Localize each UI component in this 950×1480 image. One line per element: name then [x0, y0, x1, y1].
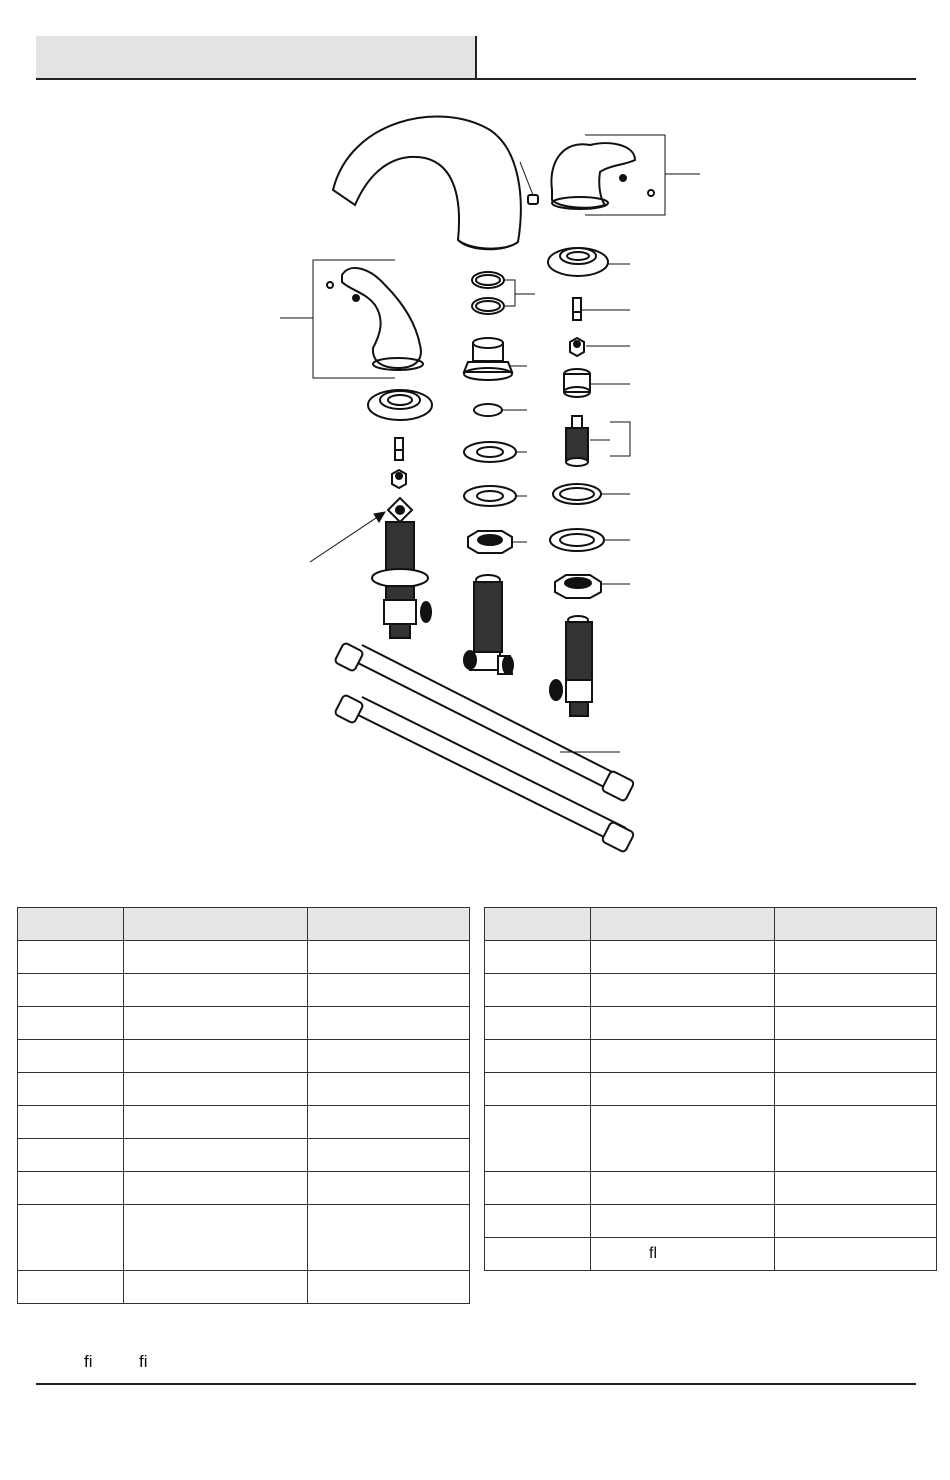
- right-escutcheon-part: [548, 248, 630, 276]
- right-cartridge-part: [566, 416, 630, 466]
- table-row: [485, 1073, 937, 1106]
- left-small-nut-part: [392, 470, 406, 488]
- center-nut-part: [468, 531, 527, 553]
- table-header-row: [485, 908, 937, 941]
- parts-table-right: [484, 907, 937, 1271]
- table-row: [18, 1007, 470, 1040]
- table-row: [18, 1040, 470, 1073]
- table-row: [485, 1040, 937, 1073]
- table-row: [485, 1238, 937, 1271]
- set-screw-part: [520, 162, 538, 204]
- right-valve-body-part: [550, 616, 592, 716]
- table-row: [18, 1205, 470, 1271]
- table-row: [18, 1073, 470, 1106]
- right-washers-part: [550, 484, 630, 551]
- footer-ligature-b: fi: [139, 1352, 148, 1371]
- left-handle-part: [280, 260, 423, 378]
- parts-table-left: [17, 907, 470, 1304]
- table-row: [485, 1007, 937, 1040]
- table-row: [485, 1106, 937, 1172]
- right-bonnet-part: [564, 369, 630, 397]
- left-escutcheon-part: [368, 390, 432, 420]
- table-row: [18, 974, 470, 1007]
- table-header-row: [18, 908, 470, 941]
- o-rings-part: [472, 272, 535, 314]
- spout-part: [333, 117, 521, 250]
- left-stem-adapter-part: [395, 438, 403, 460]
- right-small-nut-part: [570, 338, 630, 356]
- spout-adapter-part: [464, 338, 527, 380]
- table-row: [18, 1106, 470, 1139]
- center-o-ring-part: [474, 404, 527, 416]
- table-row: [18, 1271, 470, 1304]
- center-shank-part: [464, 575, 513, 674]
- footer-ligature-a: fi: [84, 1352, 93, 1371]
- table-row: [18, 941, 470, 974]
- right-handle-part: [551, 135, 700, 215]
- table-row: [485, 941, 937, 974]
- right-nut-part: [555, 575, 630, 598]
- ligature-fl-text: fl: [649, 1245, 657, 1262]
- left-valve-body-part: [372, 522, 431, 638]
- table-row: [18, 1172, 470, 1205]
- right-stem-adapter-part: [573, 298, 630, 320]
- footer-rule: [36, 1383, 916, 1385]
- table-row: [485, 1205, 937, 1238]
- center-washers-part: [464, 442, 527, 506]
- table-row: [18, 1139, 470, 1172]
- table-row: [485, 1172, 937, 1205]
- table-row: [485, 974, 937, 1007]
